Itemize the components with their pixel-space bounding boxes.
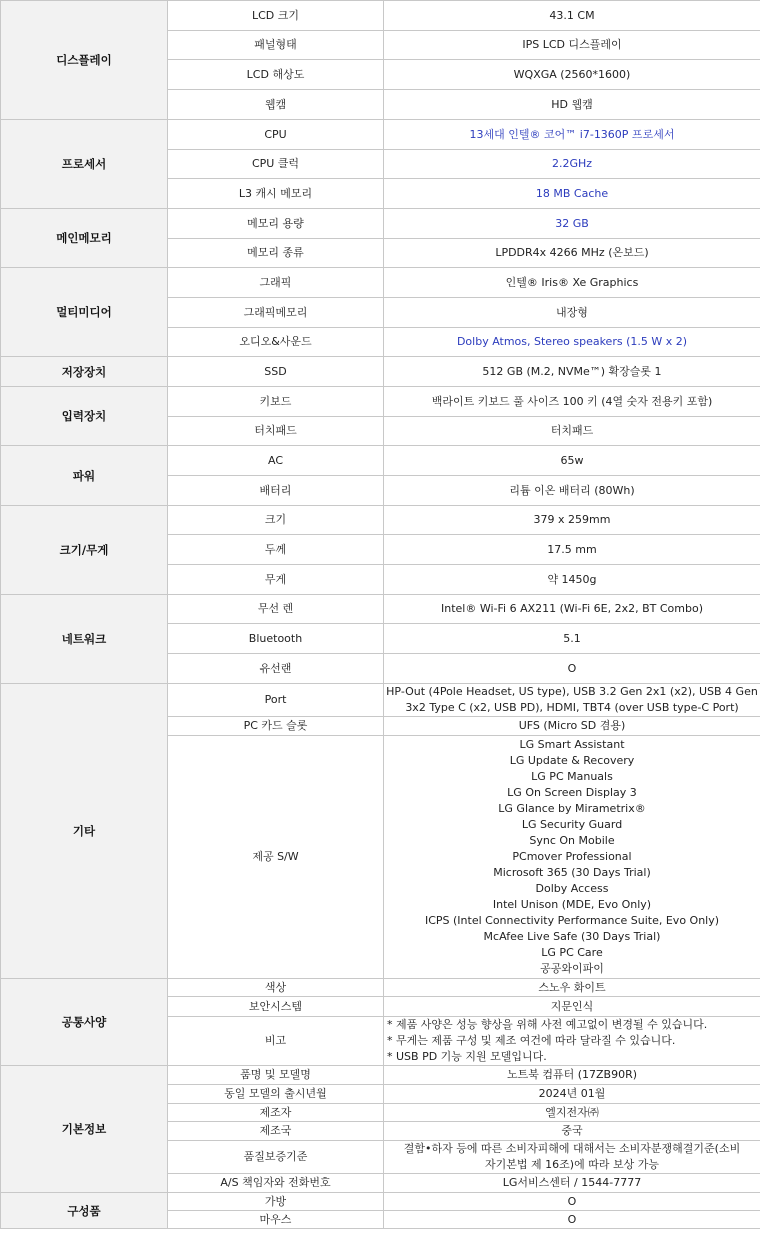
spec-value: LPDDR4x 4266 MHz (온보드) xyxy=(384,239,760,268)
spec-value: 백라이트 키보드 풀 사이즈 100 키 (4열 숫자 전용키 포함) xyxy=(384,387,760,417)
spec-value xyxy=(384,1141,760,1174)
spec-value: 32 GB xyxy=(384,209,760,239)
category-cell: 기타 xyxy=(1,684,168,979)
spec-label: CPU 클럭 xyxy=(168,150,384,179)
spec-value-line: McAfee Live Safe (30 Days Trial) xyxy=(483,930,661,943)
spec-value: 터치패드 xyxy=(384,417,760,446)
category-cell: 네트워크 xyxy=(1,595,168,684)
spec-label: 동일 모델의 출시년월 xyxy=(168,1085,384,1104)
spec-label: PC 카드 슬롯 xyxy=(168,717,384,736)
category-cell: 파워 xyxy=(1,446,168,506)
spec-row xyxy=(1,1066,760,1085)
spec-label: 제조국 xyxy=(168,1122,384,1141)
spec-value-line: 자기본법 제 16조)에 따라 보상 가능 xyxy=(485,1158,659,1171)
spec-label: Port xyxy=(168,684,384,717)
spec-label: 그래픽메모리 xyxy=(168,298,384,328)
spec-row xyxy=(1,595,760,624)
spec-value-line: 결함•하자 등에 따른 소비자피해에 대해서는 소비자분쟁해결기준(소비 xyxy=(403,1142,741,1155)
spec-value: UFS (Micro SD 겸용) xyxy=(384,717,760,736)
category-cell: 입력장치 xyxy=(1,387,168,446)
spec-label: 색상 xyxy=(168,979,384,997)
spec-label: 키보드 xyxy=(168,387,384,417)
spec-label: 패널형태 xyxy=(168,31,384,60)
spec-label: 제공 S/W xyxy=(168,736,384,979)
spec-label: 배터리 xyxy=(168,476,384,506)
spec-value: 지문인식 xyxy=(384,997,760,1017)
spec-value-line: Microsoft 365 (30 Days Trial) xyxy=(493,866,651,879)
category-cell: 프로세서 xyxy=(1,120,168,209)
spec-value-line: Dolby Access xyxy=(535,882,609,895)
category-cell: 멀티미디어 xyxy=(1,268,168,357)
spec-label: 무게 xyxy=(168,565,384,595)
spec-value: 리튬 이온 배터리 (80Wh) xyxy=(384,476,760,506)
spec-value-line: LG Smart Assistant xyxy=(519,738,625,751)
category-cell: 메인메모리 xyxy=(1,209,168,268)
spec-label: 메모리 종류 xyxy=(168,239,384,268)
spec-value: 379 x 259mm xyxy=(384,506,760,535)
category-cell: 공통사양 xyxy=(1,979,168,1066)
spec-label: 제조자 xyxy=(168,1104,384,1122)
category-cell: 기본정보 xyxy=(1,1066,168,1193)
category-cell: 저장장치 xyxy=(1,357,168,387)
spec-label: A/S 책임자와 전화번호 xyxy=(168,1174,384,1193)
spec-row xyxy=(1,446,760,476)
spec-label: 품명 및 모델명 xyxy=(168,1066,384,1085)
spec-value: 5.1 xyxy=(384,624,760,654)
spec-value-line: LG Security Guard xyxy=(521,818,623,831)
spec-label: 웹캠 xyxy=(168,90,384,120)
spec-label: SSD xyxy=(168,357,384,387)
spec-value-line: * 제품 사양은 성능 향상을 위해 사전 예고없이 변경될 수 있습니다. xyxy=(387,1018,708,1031)
spec-label: 오디오&사운드 xyxy=(168,328,384,357)
spec-value-line: LG PC Care xyxy=(541,946,603,959)
spec-value: 43.1 CM xyxy=(384,1,760,31)
spec-value: 중국 xyxy=(384,1122,760,1141)
category-cell: 크기/무게 xyxy=(1,506,168,595)
spec-row xyxy=(1,684,760,717)
spec-value xyxy=(384,1017,760,1066)
category-cell: 디스플레이 xyxy=(1,1,168,120)
spec-label: LCD 해상도 xyxy=(168,60,384,90)
spec-label: 품질보증기준 xyxy=(168,1141,384,1174)
spec-value: 노트북 컴퓨터 (17ZB90R) xyxy=(384,1066,760,1085)
spec-value: O xyxy=(384,1193,760,1211)
spec-value-line: PCmover Professional xyxy=(512,850,632,863)
spec-label: 그래픽 xyxy=(168,268,384,298)
spec-value: O xyxy=(384,1211,760,1229)
spec-row xyxy=(1,120,760,150)
spec-row xyxy=(1,1193,760,1211)
spec-label: 두께 xyxy=(168,535,384,565)
spec-label: 터치패드 xyxy=(168,417,384,446)
spec-label: 비고 xyxy=(168,1017,384,1066)
spec-label: AC xyxy=(168,446,384,476)
spec-value-line: Intel Unison (MDE, Evo Only) xyxy=(492,898,652,911)
spec-row xyxy=(1,268,760,298)
spec-value-line: LG Glance by Mirametrix® xyxy=(498,802,646,815)
spec-value: 2.2GHz xyxy=(384,150,760,179)
spec-label: 마우스 xyxy=(168,1211,384,1229)
spec-row xyxy=(1,506,760,535)
spec-label: 유선랜 xyxy=(168,654,384,684)
spec-value: 17.5 mm xyxy=(384,535,760,565)
spec-value xyxy=(384,736,760,979)
spec-value-line: 3x2 Type C (x2, USB PD), HDMI, TBT4 (over USB type-C Port) xyxy=(405,701,739,714)
spec-label: 가방 xyxy=(168,1193,384,1211)
spec-value: 512 GB (M.2, NVMe™) 확장슬롯 1 xyxy=(384,357,760,387)
spec-value: 내장형 xyxy=(384,298,760,328)
spec-value: O xyxy=(384,654,760,684)
spec-label: 보안시스템 xyxy=(168,997,384,1017)
spec-value-line: LG Update & Recovery xyxy=(509,754,635,767)
spec-value: LG서비스센터 / 1544-7777 xyxy=(384,1174,760,1193)
spec-value: 18 MB Cache xyxy=(384,179,760,209)
spec-row xyxy=(1,1,760,31)
spec-value: 2024년 01월 xyxy=(384,1085,760,1104)
spec-value: 약 1450g xyxy=(384,565,760,595)
spec-label: 크기 xyxy=(168,506,384,535)
spec-label: 메모리 용량 xyxy=(168,209,384,239)
spec-label: 무선 렌 xyxy=(168,595,384,624)
spec-value-line: HP-Out (4Pole Headset, US type), USB 3.2 Gen 2x1 (x2), USB 4 Gen xyxy=(386,685,758,698)
spec-value: 스노우 화이트 xyxy=(384,979,760,997)
spec-value-line: LG On Screen Display 3 xyxy=(507,786,637,799)
spec-value: Dolby Atmos, Stereo speakers (1.5 W x 2) xyxy=(384,328,760,357)
spec-value-line: * USB PD 기능 지원 모델입니다. xyxy=(387,1050,547,1063)
spec-label: CPU xyxy=(168,120,384,150)
spec-value: IPS LCD 디스플레이 xyxy=(384,31,760,60)
spec-row xyxy=(1,357,760,387)
spec-value: 65w xyxy=(384,446,760,476)
category-cell: 구성품 xyxy=(1,1193,168,1229)
spec-label: L3 캐시 메모리 xyxy=(168,179,384,209)
spec-label: LCD 크기 xyxy=(168,1,384,31)
spec-value-line: LG PC Manuals xyxy=(531,770,613,783)
spec-value-line: ICPS (Intel Connectivity Performance Suite, Evo Only) xyxy=(424,914,720,927)
spec-value: 엘지전자㈜ xyxy=(384,1104,760,1122)
spec-label: Bluetooth xyxy=(168,624,384,654)
spec-row xyxy=(1,209,760,239)
spec-value: HD 웹캠 xyxy=(384,90,760,120)
spec-value: WQXGA (2560*1600) xyxy=(384,60,760,90)
spec-value-line: 공공와이파이 xyxy=(540,962,604,975)
spec-row xyxy=(1,387,760,417)
spec-table-body xyxy=(1,1,760,1229)
spec-value: 인텔® Iris® Xe Graphics xyxy=(384,268,760,298)
spec-value-line: Sync On Mobile xyxy=(529,834,615,847)
spec-value: Intel® Wi-Fi 6 AX211 (Wi-Fi 6E, 2x2, BT Combo) xyxy=(384,595,760,624)
spec-value: 13세대 인텔® 코어™ i7-1360P 프로세서 xyxy=(384,120,760,150)
spec-value-line: * 무게는 제품 구성 및 제조 여건에 따라 달라질 수 있습니다. xyxy=(387,1034,676,1047)
spec-value xyxy=(384,684,760,717)
spec-row xyxy=(1,979,760,997)
